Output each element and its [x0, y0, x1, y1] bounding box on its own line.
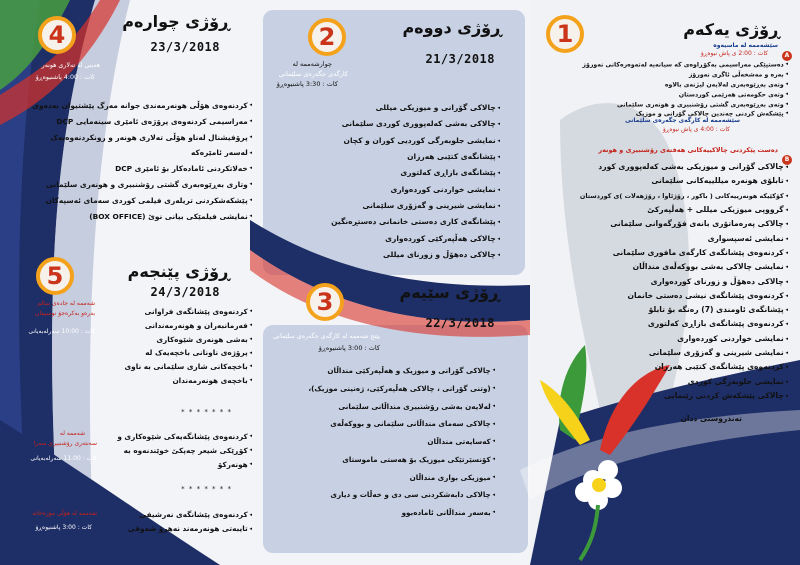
day5-date: 24/3/2018: [150, 285, 220, 299]
list-item: ◂ کردنەوەی پێشانگەی بازاڕی کەلتوری: [580, 317, 788, 331]
day5-sub-b3: کات : 11:00 سەرلەبەیانی: [30, 455, 97, 462]
list-item: ◂ نمایشی چالاکی بەشی بووکەڵەی منداڵان: [580, 260, 788, 274]
day4-date: 23/3/2018: [150, 40, 220, 54]
day5-list-c: [128, 508, 252, 536]
day1-section-a-header: [782, 42, 792, 61]
day5-list-a: [124, 305, 252, 388]
list-item: ◂ میوزیکی بواری منداڵان: [308, 469, 495, 487]
list-item: ◂ چالاکی گۆرانی و میوزیکی بەشی کەلەپووری کورد: [580, 160, 788, 174]
day5-sub1: شەممە لە جادەی سالم: [37, 300, 95, 307]
day4-sub1: هەینی لە تەلاری هونەر: [41, 62, 100, 69]
day5-divider: * * * * * * *: [181, 408, 232, 416]
list-item: ◂ چالاکی گۆرانی و میوزیکی میللی: [331, 100, 500, 116]
day4-list: [32, 98, 252, 224]
list-item: ◂ مەراسیمی کردنەوەی پرۆژەی ئامێری سینەمایی DCP: [32, 114, 252, 130]
list-item: ◂ کۆکێیکە هونەرییەکانی ( باکور ، رۆژئاوا ، رۆژهەلات )ی کوردستان: [580, 189, 788, 203]
day2-title: ڕۆژی دووەم: [402, 18, 502, 37]
list-item: ◂ فەرمانبەران و هونەرمەندانی: [124, 319, 252, 333]
day1-sub-time2: کات : 2:00 ی پاش نیوەڕۆ: [700, 50, 768, 57]
list-item: ◂ وتەی بەڕێوەبەری گشتی رۆشنبیری و هونەری سلێمانی: [582, 100, 788, 110]
list-item: ◂ کۆنسێرتێکی میوزیک بۆ هەستی ماموستای: [308, 451, 495, 469]
list-item: ◂ کردنەوەی پێشانگەیەکی شێوەکاری و: [117, 430, 252, 444]
list-item: ◂ چالاکی پێشکەش کردنی رێنمایی: [580, 389, 788, 403]
day2-number-badge: [308, 18, 346, 56]
list-item: ◂ گرووپی میوزیکی میللی + هەڵپەرکێ: [580, 203, 788, 217]
list-item: ◂ پرۆفیشنال لەناو هۆڵی تەلاری هونەر و رونکردنەوەیەک: [32, 130, 252, 146]
day1-last-line: تەندروستی ددان: [680, 414, 742, 423]
day5-sub-c1: شەممە لە هۆڵی مۆزەخانە: [32, 510, 97, 517]
day5-sub-c2: کات : 3:00 پاشنیوەڕۆ: [35, 524, 92, 531]
list-item: ◂ وتەی بەڕێوەبەری لەلایەن لیژنەی بالاوە: [582, 80, 788, 90]
list-item: ◂ تابلۆی هونەرە میللییەکانی سلێمانی: [580, 174, 788, 188]
day2-date: 21/3/2018: [425, 52, 495, 66]
list-item: ◂ پرۆژەی ناونانی باخچەیەک لە: [124, 346, 252, 360]
list-item: ◂ پێشانگەی کتێبی هەرزان: [331, 149, 500, 165]
day2-sub1: چوارشەممە لە: [292, 60, 332, 68]
section-a-marker: A: [782, 51, 792, 61]
list-item: ◂ نمایشی جلوبەرگی کوردیی کوران و کچان: [331, 133, 500, 149]
list-item: ◂ باخچەکانی شاری سلێمانی بە ناوی: [124, 360, 252, 374]
day5-number-badge: [36, 257, 74, 295]
day2-sub2: کارگەی جگەرەی سلێمانی: [278, 70, 348, 78]
day3-sub2: کات : 3:00 پاشنیوەڕۆ: [318, 344, 380, 352]
list-item: ◂ باخچەی هونەرمەندان: [124, 374, 252, 388]
day1-title: ڕۆژی یەکەم: [683, 20, 780, 39]
list-item: ◂ پێشانگەی بازاڕی کەلتوری: [331, 165, 500, 181]
list-item: ◂ کەسایەتی منداڵان: [308, 433, 495, 451]
day5-sub2: بەرەو بەکرەجۆ نوسیمان: [35, 310, 95, 317]
list-item: ◂ وتەی حکومەتی هەرێمی کوردستان: [582, 90, 788, 100]
day3-number: 3: [316, 288, 334, 316]
list-item: ◂ کردنەوەی پێشانگەی نیشی دەستی خانمان: [580, 289, 788, 303]
day5-sub3: کات : 10:00 سەرلەبەیانی: [28, 328, 95, 335]
day4-title: ڕۆژی چوارەم: [122, 12, 230, 31]
list-item: ◂ بەسەر منداڵانی ئامادەبوو: [308, 504, 495, 522]
list-item: ◂ چالاکی سەمای منداڵانی سلێمانی و بووکەڵەی: [308, 415, 495, 433]
list-item: ◂ چالاکی دەهۆڵ و زورنای میللی: [331, 247, 500, 263]
list-item: ◂ نمایشی خواردنی کوردەواری: [331, 182, 500, 198]
list-item: ◂ نمایشی فیلمێکی بیانی نوێ (BOX OFFICE): [32, 209, 252, 225]
day3-date: 22/3/2018: [425, 316, 495, 330]
day1-mid-sub: سێشەممە لە کارگەی جگەرەی سلێمانی: [625, 117, 740, 124]
list-item: ◂ کردنەوەی پێشانگەی کتێبی هەرزان: [580, 360, 788, 374]
list-item: ◂ نمایشی جلوبەرگی کوردی: [580, 375, 788, 389]
day4-number: 4: [48, 21, 66, 49]
list-item: ◂ هونەرکۆ: [117, 458, 252, 472]
day5-sub-b2: سەنتەری رۆشنبیری سەرا: [33, 440, 97, 447]
list-item: ◂ کردنەوەی پێشانگەی نەرشیفی: [128, 508, 252, 522]
list-item: ◂ پێشکەشکردنی تریلەری فیلمی کوردی سەمای ئەسپەکان: [32, 193, 252, 209]
day1-mid-sub-time: کات : 4:00 ی پاش نیوەڕۆ: [662, 126, 730, 133]
list-item: ◂ لەلایەن بەشی رۆشنبیری منداڵانی سلێمانی: [308, 398, 495, 416]
list-item: ◂ نمایشی شیرینی و گەزۆری سلێمانی: [331, 198, 500, 214]
day4-number-badge: [38, 16, 76, 54]
day4-sub2: کات : 4:00 پاشنیوەڕۆ: [35, 74, 95, 81]
day3-sub1: پێنج شەممە لە کارگەی جگەرەی سلێمانی: [272, 333, 380, 340]
day1-section-b-list: [580, 160, 788, 403]
day1-number-badge: [546, 15, 584, 53]
list-item: ◂ پێشکەش کردنی چەندین چالاکی گۆرانی و موزیک: [582, 109, 788, 119]
list-item: ◂ خەلاتکردنی ئامادەکار بۆ ئامێری DCP: [32, 161, 252, 177]
list-item: ◂ (وتنی گۆرانی ، چالاکی هەڵپەرکێی، ژەنینی موزیک)،: [308, 380, 495, 398]
day3-number-badge: [306, 283, 344, 321]
list-item: ◂ چالاکی هەڵپەرکێی کوردەواری: [331, 231, 500, 247]
list-item: ◂ چالاکی دابەشکردنی سی دی و خەڵات و دیاری: [308, 486, 495, 504]
list-item: ◂ نمایشی ئەسپسواری: [580, 232, 788, 246]
day2-list: [331, 100, 500, 263]
list-item: ◂ چالاکی دەهۆڵ و زورنای کوردەواری: [580, 275, 788, 289]
day1-number: 1: [556, 20, 574, 48]
day2-sub3: کات : 3:30 پاشنیوەڕۆ: [276, 80, 338, 88]
list-item: ◂ لەسەر ئامێرەکە: [32, 145, 252, 161]
day2-number: 2: [318, 23, 336, 51]
list-item: ◂ کردنەوەی پێشانگەی فراوانی: [124, 305, 252, 319]
list-item: ◂ چالاکی گۆرانی و میوزیک و هەڵپەرکێی منداڵان: [308, 362, 495, 380]
list-item: ◂ کردنەوەی هۆڵی هونەرمەندی جوانە مەرگ پێشتیوان بەدەوی: [32, 98, 252, 114]
day3-list: [308, 362, 495, 522]
list-item: ◂ کردنەوەی پێشانگەی کارگەی مافوری سلێمانی: [580, 246, 788, 260]
list-item: ◂ بەشی هونەری شێوەکاری: [124, 333, 252, 347]
day1-section-a-list: [582, 60, 788, 119]
list-item: ◂ وتاری بەڕێوەبەری گشتی رۆشنبیری و هونەری سلێمانی: [32, 177, 252, 193]
day5-title: ڕۆژی پێنجەم: [127, 262, 230, 281]
list-item: ◂ کۆڕێکی شیعر چەپکێ خوێندنەوە بە: [117, 444, 252, 458]
list-item: ◂ تایبەتی هونەرمەند نەهرۆ شەوقی: [128, 522, 252, 536]
day1-sub-time: سێشەممە لە ماسیەوە: [713, 42, 778, 49]
list-item: ◂ پێشانگەی ئاومندی (7) رەنگە بۆ تابلۆ: [580, 303, 788, 317]
list-item: ◂ نمایشی خواردنی کوردەواری: [580, 332, 788, 346]
day5-list-b: [117, 430, 252, 471]
list-item: ◂ پێشانگەی کاری دەستی خانمانی دەستڕەنگین: [331, 214, 500, 230]
section-b-marker: B: [782, 155, 792, 165]
day3-title: ڕۆژی سێیەم: [399, 283, 500, 302]
list-item: ◂ دەستپێکی مەراسیمی بەکۆڕاوەی کە سیانەیە لەتەوەرەکانی نەورۆز: [582, 60, 788, 70]
day5-number: 5: [46, 262, 64, 290]
list-item: ◂ نمایشی شیرینی و گەزۆری سلێمانی: [580, 346, 788, 360]
list-item: ◂ بەرە و مەشخەڵی ئاگری نەورۆز: [582, 70, 788, 80]
list-item: ◂ چالاکی پەرەماتۆری بانەی فۆڕگەوانی سلێمانی: [580, 217, 788, 231]
day5-divider-2: * * * * * * *: [181, 485, 232, 493]
list-item: ◂ چالاکی بەشی کەلەپووری کوردی سلێمانی: [331, 116, 500, 132]
day5-sub-b1: شەممە لە: [59, 430, 85, 437]
day1-section-b-head: دەست پێکردنی چالاکییەکانی هەفتەی رۆشنبیری و هونەر: [598, 146, 778, 154]
